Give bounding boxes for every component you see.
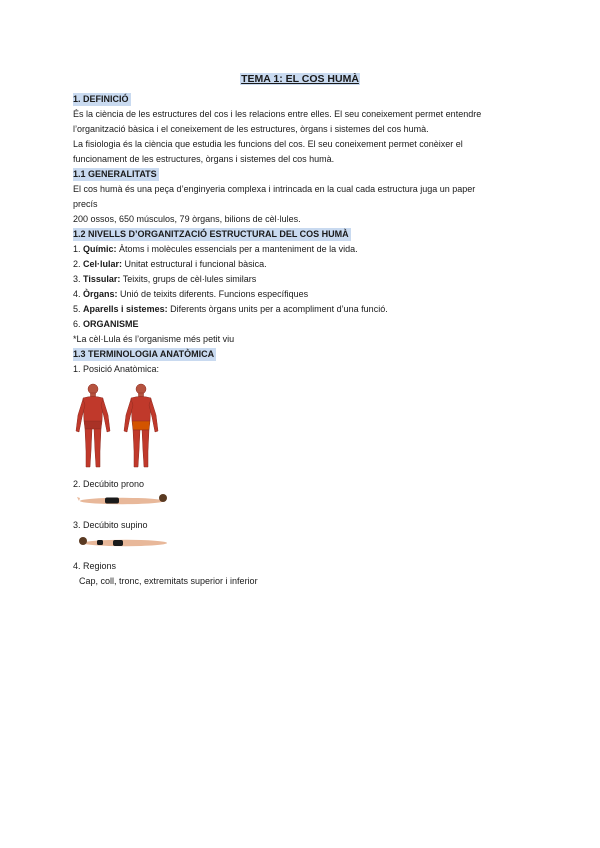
generalitats-line-2: precís — [73, 199, 98, 209]
definicio-line-1: És la ciència de les estructures del cos i les relacions entre elles. El seu coneixement permet entendre — [73, 109, 482, 119]
heading-nivells: 1.2 NIVELLS D’ORGANITZACIÓ ESTRUCTURAL DEL COS HUMÀ — [73, 229, 349, 239]
nivell-item-3: 3. Tissular: Teixits, grups de cèl·lules similars — [73, 274, 257, 284]
supine-position-figure — [75, 533, 533, 553]
heading-definicio: 1. DEFINICIÓ — [73, 94, 129, 104]
regions-label: 4. Regions — [73, 561, 117, 571]
prone-body-image — [75, 492, 170, 508]
decubito-supino-label: 3. Decúbito supino — [73, 520, 148, 530]
definicio-line-2: l’organització bàsica i el coneixement de les estructures, òrgans i sistemes del cos humà. — [73, 124, 429, 134]
document-title: TEMA 1: EL COS HUMÀ — [241, 73, 359, 85]
prone-position-figure — [75, 492, 533, 512]
definicio-line-3: La fisiologia és la ciència que estudia les funcions del cos. El seu coneixement permet conèixer el — [73, 139, 463, 149]
nivell-item-1: 1. Químic: Àtoms i molècules essencials per a manteniment de la vida. — [73, 244, 358, 254]
generalitats-line-3: 200 ossos, 650 músculos, 79 òrgans, bilions de cèl·lules. — [73, 214, 301, 224]
document-body — [73, 92, 533, 589]
heading-generalitats: 1.1 GENERALITATS — [73, 169, 157, 179]
muscle-figures-image — [73, 381, 173, 471]
nivell-item-2: 2. Cel·lular: Unitat estructural i funcional bàsica. — [73, 259, 267, 269]
definicio-line-4: funcionament de les estructures, òrgans i sistemes del cos humà. — [73, 154, 335, 164]
decubito-prono-label: 2. Decúbito prono — [73, 479, 145, 489]
regions-description: Cap, coll, tronc, extremitats superior i inferior — [79, 576, 258, 586]
nivell-item-6: 6. ORGANISME — [73, 319, 139, 329]
generalitats-line-1: El cos humà és una peça d’enginyeria complexa i intrincada en la cual cada estructura juga un paper — [73, 184, 476, 194]
nivell-item-5: 5. Aparells i sistemes: Diferents òrgans units per a acompliment d’una funció. — [73, 304, 388, 314]
heading-terminologia: 1.3 TERMINOLOGIA ANATÒMICA — [73, 349, 215, 359]
nivell-item-4: 4. Òrgans: Unió de teixits diferents. Funcions específiques — [73, 289, 309, 299]
supine-body-image — [75, 533, 170, 549]
nivell-note: *La cèl·Lula és l’organisme més petit viu — [73, 334, 235, 344]
muscle-figure-back — [124, 384, 158, 467]
posicio-anatomica-label: 1. Posició Anatòmica: — [73, 364, 160, 374]
anatomical-position-figure — [73, 381, 533, 471]
muscle-figure-front — [76, 384, 110, 467]
